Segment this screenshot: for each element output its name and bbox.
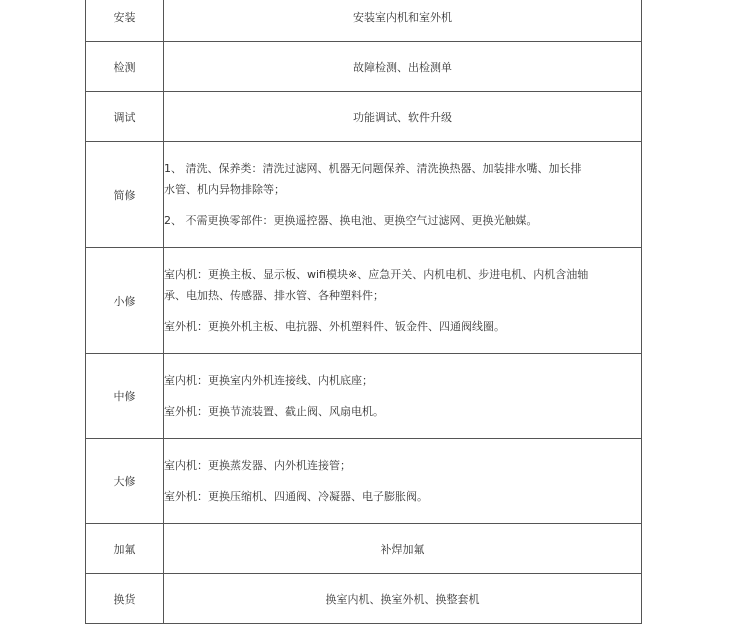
table-row bbox=[86, 248, 642, 354]
category-cell: 换货 bbox=[86, 574, 164, 624]
table-row bbox=[86, 354, 642, 439]
category-cell: 中修 bbox=[86, 354, 164, 439]
description-line: 室内机：更换室内外机连接线、内机底座； bbox=[164, 374, 373, 387]
description-cell: 换室内机、换室外机、换整套机 bbox=[164, 574, 642, 624]
table-row bbox=[86, 0, 642, 42]
table-row bbox=[86, 524, 642, 574]
description-line: 1、 清洗、保养类：清洗过滤网、机器无问题保养、清洗换热器、加装排水嘴、加长排 bbox=[164, 162, 582, 175]
category-cell: 简修 bbox=[86, 142, 164, 248]
description-cell: 补焊加氟 bbox=[164, 524, 642, 574]
description-line: 室内机：更换蒸发器、内外机连接管； bbox=[164, 459, 351, 472]
category-cell: 安装 bbox=[86, 0, 164, 42]
table-row bbox=[86, 92, 642, 142]
description-line: 室内机：更换主板、显示板、wifi模块※、应急开关、内机电机、步进电机、内机含油轴 bbox=[164, 268, 589, 281]
description-line: 2、 不需更换零部件：更换遥控器、换电池、更换空气过滤网、更换光触媒。 bbox=[164, 214, 538, 227]
description-cell bbox=[164, 439, 642, 524]
category-cell: 调试 bbox=[86, 92, 164, 142]
category-cell: 加氟 bbox=[86, 524, 164, 574]
description-line: 室外机：更换节流装置、截止阀、风扇电机。 bbox=[164, 405, 384, 418]
description-cell: 安装室内机和室外机 bbox=[164, 0, 642, 42]
table-row bbox=[86, 574, 642, 624]
service-table bbox=[85, 0, 642, 624]
description-cell bbox=[164, 142, 642, 248]
description-line: 室外机：更换压缩机、四通阀、冷凝器、电子膨胀阀。 bbox=[164, 490, 428, 503]
description-cell: 故障检测、出检测单 bbox=[164, 42, 642, 92]
category-cell: 检测 bbox=[86, 42, 164, 92]
category-cell: 大修 bbox=[86, 439, 164, 524]
description-cell: 功能调试、软件升级 bbox=[164, 92, 642, 142]
description-line: 水管、机内异物排除等； bbox=[164, 183, 285, 196]
table-row bbox=[86, 142, 642, 248]
category-cell: 小修 bbox=[86, 248, 164, 354]
description-cell bbox=[164, 354, 642, 439]
description-line: 室外机：更换外机主板、电抗器、外机塑料件、钣金件、四通阀线圈。 bbox=[164, 320, 505, 333]
table-row bbox=[86, 42, 642, 92]
description-line: 承、电加热、传感器、排水管、各种塑料件； bbox=[164, 289, 384, 302]
table-row bbox=[86, 439, 642, 524]
description-cell bbox=[164, 248, 642, 354]
